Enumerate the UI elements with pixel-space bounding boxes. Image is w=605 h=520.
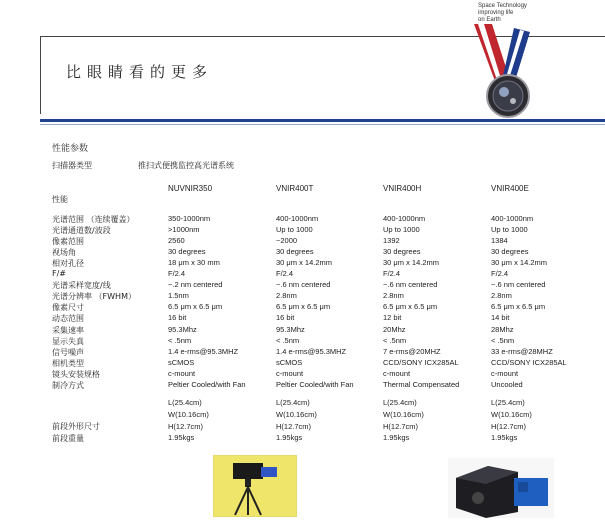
dims-height: H(12.7cm): [491, 422, 527, 431]
spec-row-label: 信号噪声: [52, 348, 84, 357]
dims-cell-2: [276, 397, 317, 433]
dims-height: H(12.7cm): [276, 422, 312, 431]
dims-width: W(10.16cm): [491, 410, 532, 419]
performance-label: 性能: [52, 195, 68, 204]
spec-cell: 1.5nm: [168, 291, 189, 300]
spec-cell: sCMOS: [168, 358, 195, 367]
spec-row-label: 光谱范围 （连续覆盖）: [52, 215, 135, 224]
spec-row-label: 采集速率: [52, 326, 84, 335]
product-photo-tripod: [213, 455, 297, 517]
spec-cell: Peltier Cooled/with Fan: [168, 380, 246, 389]
dims-cell-4: [491, 397, 532, 433]
spec-cell: 95.3Mhz: [276, 325, 305, 334]
dims-label: 前段外形尺寸: [52, 422, 100, 431]
spec-cell: 6.5 μm x 6.5 μm: [491, 302, 546, 311]
spec-cell: 1392: [383, 236, 400, 245]
weight-cell-3: 1.95kgs: [383, 433, 410, 442]
spec-cell: 30 μm x 14.2mm: [491, 258, 548, 267]
spec-row-label: 相对孔径: [52, 259, 84, 268]
page-title: 比眼睛看的更多: [66, 63, 214, 81]
spec-cell: 18 μm x 30 mm: [168, 258, 220, 267]
spec-cell: 1.4 e-rms@95.3MHZ: [276, 347, 347, 356]
spec-row-label: 光谱分辨率 （FWHM）: [52, 292, 136, 301]
section-title: 性能参数: [52, 144, 89, 154]
dims-length: L(25.4cm): [168, 398, 202, 407]
spec-cell: ~.6 nm centered: [491, 280, 546, 289]
spec-cell: 16 bit: [276, 313, 295, 322]
weight-cell-2: 1.95kgs: [276, 433, 303, 442]
spec-cell: 6.5 μm x 6.5 μm: [276, 302, 331, 311]
spec-cell: 30 degrees: [276, 247, 314, 256]
spec-cell: < .5nm: [168, 336, 192, 345]
spec-cell: F/2.4: [491, 269, 509, 278]
spec-cell: 95.3Mhz: [168, 325, 197, 334]
spec-cell: Up to 1000: [276, 225, 313, 234]
spec-cell: ~2000: [276, 236, 298, 245]
product-photo-unit: [448, 458, 554, 518]
spec-row-label: 像素尺寸: [52, 303, 84, 312]
model-header-1: NUVNIR350: [168, 184, 213, 193]
tagline-line-2: improving life: [478, 10, 514, 16]
spec-cell: ~.6 nm centered: [383, 280, 438, 289]
spec-row-label: 像素范围: [52, 237, 84, 246]
model-header-2: VNIR400T: [276, 184, 314, 193]
spec-cell: sCMOS: [276, 358, 303, 367]
spec-row-label: 显示失真: [52, 337, 84, 346]
dims-length: L(25.4cm): [276, 398, 310, 407]
weight-label: 前段重量: [52, 434, 84, 443]
spec-cell: ~.2 nm centered: [168, 280, 223, 289]
medal-icon: [468, 24, 540, 120]
spec-cell: F/2.4: [383, 269, 401, 278]
dims-width: W(10.16cm): [383, 410, 424, 419]
scanner-type-label: 扫描器类型: [52, 161, 92, 170]
spec-row-label: 光谱采样宽度/线: [52, 281, 111, 290]
spec-row-label: 制冷方式: [52, 381, 84, 390]
spec-cell: Uncooled: [491, 380, 523, 389]
spec-cell: Up to 1000: [383, 225, 420, 234]
spec-cell: 2560: [168, 236, 185, 245]
spec-cell: 6.5 μm x 6.5 μm: [168, 302, 223, 311]
weight-cell-4: 1.95kgs: [491, 433, 518, 442]
spec-row-label: F/#: [52, 269, 66, 278]
spec-cell: 30 degrees: [168, 247, 206, 256]
spec-cell: 16 bit: [168, 313, 187, 322]
tagline-line-1: Space Technology: [478, 3, 527, 9]
spec-cell: CCD/SONY ICX285AL: [383, 358, 459, 367]
dims-width: W(10.16cm): [276, 410, 317, 419]
spec-cell: 28Mhz: [491, 325, 514, 334]
spec-cell: 6.5 μm x 6.5 μm: [383, 302, 438, 311]
dims-length: L(25.4cm): [491, 398, 525, 407]
spec-cell: Thermal Compensated: [383, 380, 460, 389]
spec-cell: F/2.4: [276, 269, 294, 278]
spec-cell: c-mount: [383, 369, 411, 378]
spec-cell: 30 degrees: [383, 247, 421, 256]
dims-cell-1: [168, 397, 209, 433]
dims-cell-3: [383, 397, 424, 433]
spec-cell: 2.8nm: [491, 291, 512, 300]
spec-cell: < .5nm: [276, 336, 300, 345]
spec-cell: Peltier Cooled/with Fan: [276, 380, 354, 389]
tagline-line-3: on Earth: [478, 17, 501, 23]
spec-cell: F/2.4: [168, 269, 186, 278]
spec-cell: < .5nm: [383, 336, 407, 345]
spec-cell: 30 μm x 14.2mm: [383, 258, 440, 267]
spec-cell: 400-1000nm: [383, 214, 426, 223]
model-header-4: VNIR400E: [491, 184, 529, 193]
dims-width: W(10.16cm): [168, 410, 209, 419]
spec-cell: 1384: [491, 236, 508, 245]
spec-cell: ~.6 nm centered: [276, 280, 331, 289]
spec-row-label: 光谱通道数/波段: [52, 226, 111, 235]
weight-cell-1: 1.95kgs: [168, 433, 195, 442]
spec-cell: >1000nm: [168, 225, 200, 234]
spec-row-label: 相机类型: [52, 359, 84, 368]
spec-cell: 14 bit: [491, 313, 510, 322]
scanner-type-value: 推扫式便携监控高光谱系统: [138, 161, 234, 170]
spec-cell: 2.8nm: [276, 291, 297, 300]
spec-row-label: 视场角: [52, 248, 76, 257]
logo-tagline: [478, 3, 527, 24]
spec-cell: 1.4 e-rms@95.3MHZ: [168, 347, 239, 356]
spec-cell: c-mount: [276, 369, 304, 378]
spec-cell: 33 e-rms@28MHZ: [491, 347, 553, 356]
spec-cell: c-mount: [491, 369, 519, 378]
spec-cell: 30 degrees: [491, 247, 529, 256]
spec-cell: Up to 1000: [491, 225, 528, 234]
spec-cell: 12 bit: [383, 313, 402, 322]
spec-cell: 2.8nm: [383, 291, 404, 300]
header-thin-divider: [40, 124, 605, 125]
spec-cell: CCD/SONY ICX285AL: [491, 358, 567, 367]
model-header-3: VNIR400H: [383, 184, 422, 193]
dims-length: L(25.4cm): [383, 398, 417, 407]
spec-cell: 350-1000nm: [168, 214, 211, 223]
spec-cell: 400-1000nm: [491, 214, 534, 223]
spec-cell: c-mount: [168, 369, 196, 378]
spec-row-label: 动态范围: [52, 314, 84, 323]
header-divider: [40, 119, 605, 122]
dims-height: H(12.7cm): [383, 422, 419, 431]
dims-height: H(12.7cm): [168, 422, 204, 431]
spec-cell: 400-1000nm: [276, 214, 319, 223]
spec-row-label: 镜头安装规格: [52, 370, 100, 379]
spec-cell: 20Mhz: [383, 325, 406, 334]
spec-cell: < .5nm: [491, 336, 515, 345]
spec-cell: 7 e-rms@20MHZ: [383, 347, 441, 356]
spec-cell: 30 μm x 14.2mm: [276, 258, 333, 267]
